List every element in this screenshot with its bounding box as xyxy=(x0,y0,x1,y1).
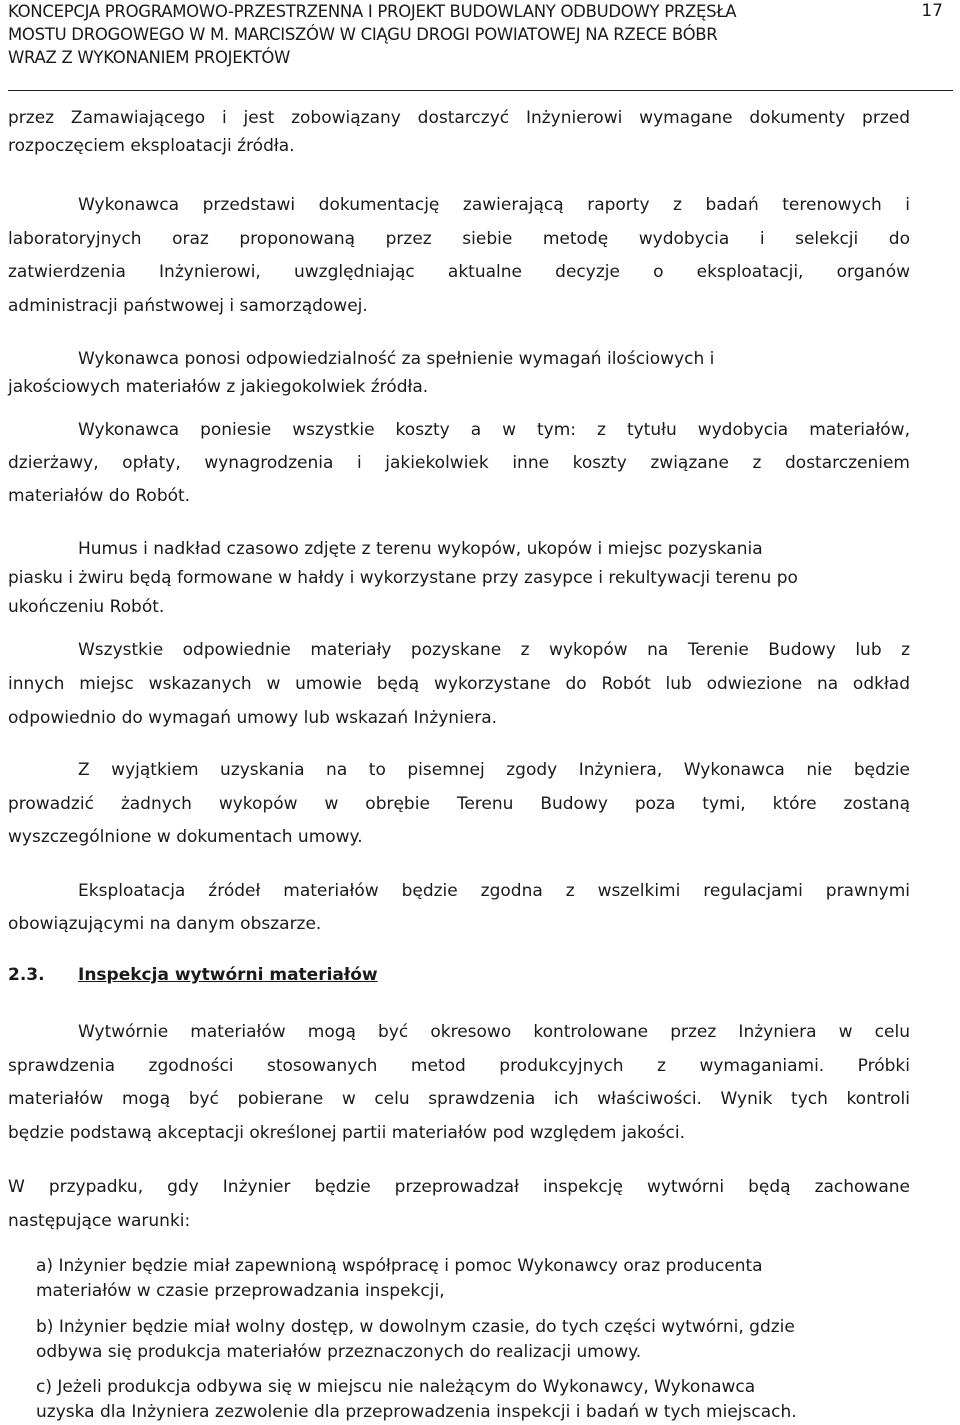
text-line: W przypadku, gdy Inżynier będzie przeprowadzał inspekcję wytwórni będą zachowane xyxy=(8,1177,910,1197)
paragraph xyxy=(8,104,910,160)
paragraph xyxy=(8,1170,910,1238)
text-line: zatwierdzenia Inżynierowi, uwzględniając aktualne decyzje o eksploatacji, organów xyxy=(8,262,910,282)
section-title: Inspekcja wytwórni materiałów xyxy=(78,965,378,985)
text-line: administracji państwowej i samorządowej. xyxy=(8,295,368,316)
paragraph xyxy=(8,345,910,401)
text-line: dzierżawy, opłaty, wynagrodzenia i jakiekolwiek inne koszty związane z dostarczeniem xyxy=(8,453,910,473)
page-number: 17 xyxy=(921,1,943,21)
text-line: następujące warunki: xyxy=(8,1211,191,1231)
title-line: WRAZ Z WYKONANIEM PROJEKTÓW xyxy=(8,48,291,67)
list-item xyxy=(36,1315,916,1365)
text-line: jakościowych materiałów z jakiegokolwiek źródła. xyxy=(8,377,429,397)
paragraph xyxy=(8,414,910,513)
text-line: a) Inżynier będzie miał zapewnioną współpracę i pomoc Wykonawcy oraz producenta xyxy=(36,1256,763,1276)
text-line: uzyska dla Inżyniera zezwolenie dla przeprowadzenia inspekcji i badań w tych miejscach. xyxy=(36,1402,797,1422)
text-line: b) Inżynier będzie miał wolny dostęp, w dowolnym czasie, do tych części wytwórni, gdzie xyxy=(36,1317,795,1337)
text-line: przez Zamawiającego i jest zobowiązany dostarczyć Inżynierowi wymagane dokumenty przed xyxy=(8,108,910,128)
page-header xyxy=(8,0,953,91)
text-line: Eksploatacja źródeł materiałów będzie zgodna z wszelkimi regulacjami prawnymi xyxy=(78,881,910,901)
text-line: piasku i żwiru będą formowane w hałdy i wykorzystane przy zasypce i rekultywacji terenu po xyxy=(8,568,798,588)
text-line: prowadzić żadnych wykopów w obrębie Terenu Budowy poza tymi, które zostaną xyxy=(8,793,910,814)
text-line: Wykonawca poniesie wszystkie koszty a w tym: z tytułu wydobycia materiałów, xyxy=(78,420,910,440)
text-line: odbywa się produkcja materiałów przeznaczonych do realizacji umowy. xyxy=(36,1342,642,1362)
text-line: materiałów mogą być pobierane w celu sprawdzenia ich właściwości. Wynik tych kontroli xyxy=(8,1089,910,1109)
title-line: KONCEPCJA PROGRAMOWO-PRZESTRZENNA I PROJEKT BUDOWLANY ODBUDOWY PRZĘSŁA xyxy=(8,2,737,21)
text-line: sprawdzenia zgodności stosowanych metod produkcyjnych z wymaganiami. Próbki xyxy=(8,1055,910,1076)
title-line: MOSTU DROGOWEGO W M. MARCISZÓW W CIĄGU DROGI POWIATOWEJ NA RZECE BÓBR xyxy=(8,25,718,44)
paragraph xyxy=(8,189,910,323)
text-line: Wszystkie odpowiednie materiały pozyskane z wykopów na Terenie Budowy lub z xyxy=(78,640,910,660)
section-number: 2.3. xyxy=(8,965,45,985)
text-line: Wykonawca ponosi odpowiedzialność za spełnienie wymagań ilościowych i xyxy=(78,349,715,369)
paragraph xyxy=(8,1016,910,1150)
text-line: Humus i nadkład czasowo zdjęte z terenu wykopów, ukopów i miejsc pozyskania xyxy=(78,539,763,559)
list-item xyxy=(36,1375,916,1425)
text-line: ukończeniu Robót. xyxy=(8,597,165,617)
text-line: c) Jeżeli produkcja odbywa się w miejscu nie należącym do Wykonawcy, Wykonawca xyxy=(36,1377,756,1397)
text-line: innych miejsc wskazanych w umowie będą wykorzystane do Robót lub odwiezione na odkład xyxy=(8,674,910,694)
paragraph xyxy=(8,875,910,941)
document-title xyxy=(8,0,838,69)
text-line: laboratoryjnych oraz proponowaną przez siebie metodę wydobycia i selekcji do xyxy=(8,228,910,249)
text-line: wyszczególnione w dokumentach umowy. xyxy=(8,827,363,847)
text-line: odpowiednio do wymagań umowy lub wskazań Inżyniera. xyxy=(8,708,498,728)
text-line: Z wyjątkiem uzyskania na to pisemnej zgody Inżyniera, Wykonawca nie będzie xyxy=(78,760,910,780)
text-line: materiałów w czasie przeprowadzania inspekcji, xyxy=(36,1281,445,1301)
text-line: materiałów do Robót. xyxy=(8,486,191,506)
paragraph xyxy=(8,633,910,735)
paragraph xyxy=(8,535,910,622)
text-line: będzie podstawą akceptacji określonej partii materiałów pod względem jakości. xyxy=(8,1122,685,1143)
text-line: Wykonawca przedstawi dokumentację zawierającą raporty z badań terenowych i xyxy=(78,195,910,215)
section-heading xyxy=(8,965,378,985)
paragraph xyxy=(8,754,910,855)
text-line: obowiązującymi na danym obszarze. xyxy=(8,914,322,934)
text-line: rozpoczęciem eksploatacji źródła. xyxy=(8,136,295,156)
list-item xyxy=(36,1254,916,1304)
text-line: Wytwórnie materiałów mogą być okresowo kontrolowane przez Inżyniera w celu xyxy=(78,1022,910,1042)
